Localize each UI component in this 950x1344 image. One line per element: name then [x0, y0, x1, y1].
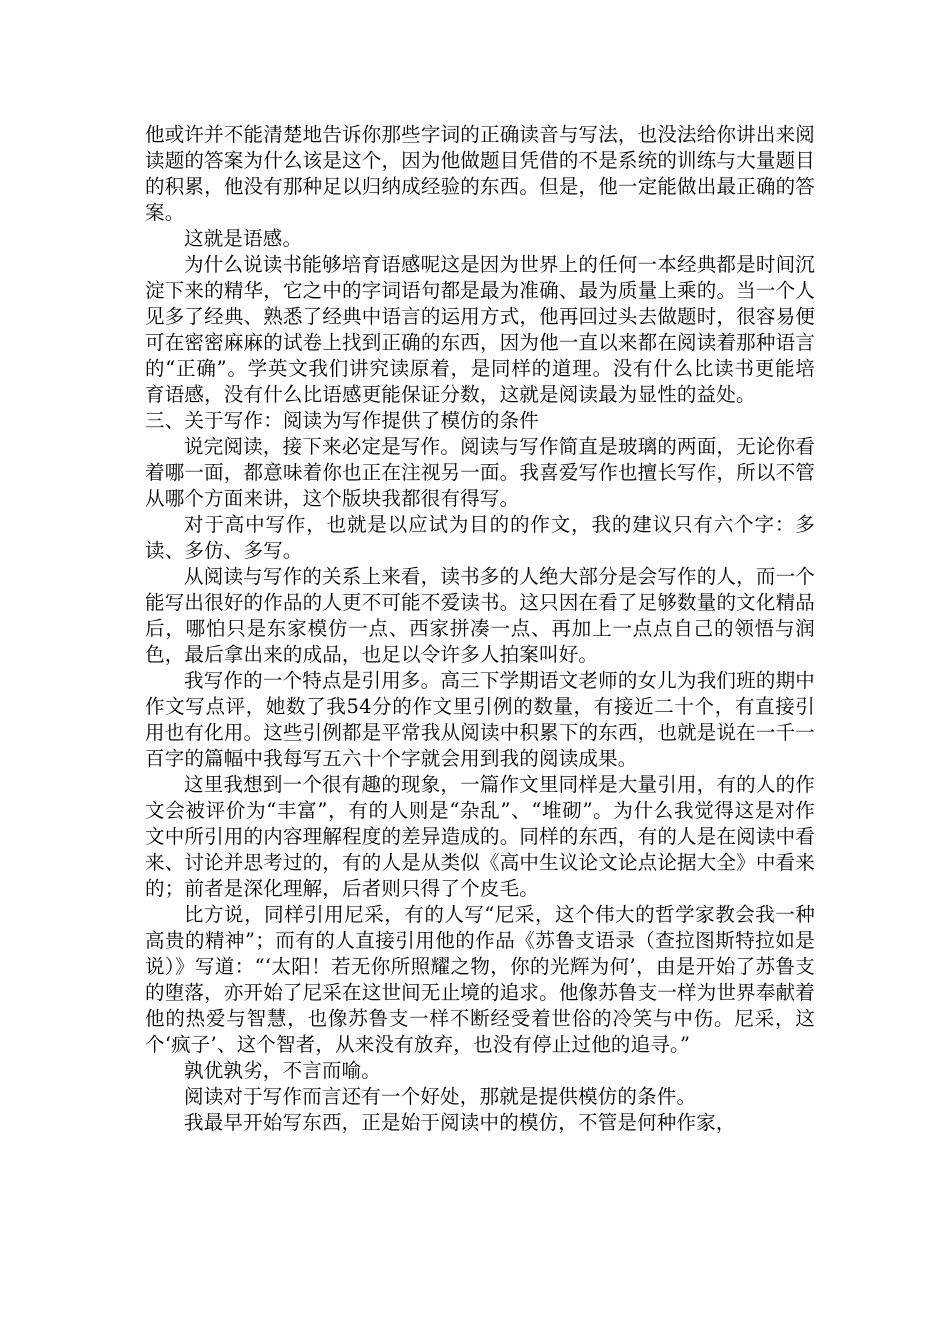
- paragraph: 阅读对于写作而言还有一个好处，那就是提供模仿的条件。: [184, 1085, 697, 1108]
- section-heading: 三、关于写作：阅读为写作提供了模仿的条件: [145, 409, 540, 432]
- paragraph: 我最早开始写东西，正是始于阅读中的模仿，不管是何种作家，: [184, 1111, 736, 1134]
- paragraph: 对于高中写作，也就是以应试为目的的作文，我的建议只有六个字：多读、多仿、多写。: [145, 513, 815, 562]
- paragraph: 孰优孰劣，不言而喻。: [184, 1059, 382, 1082]
- body-text: [145, 122, 815, 1136]
- paragraph: 为什么说读书能够培育语感呢这是因为世界上的任何一本经典都是时间沉淀下来的精华，它之中的字词语句都是最为准确、最为质量上乘的。当一个人见多了经典、熟悉了经典中语言的运用方式，他再回过头去做题时，很容易便可在密密麻麻的试卷上找到正确的东西，因为他一直以来都在阅读着那种语言的“正确”。学英文我们讲究读原着，是同样的道理。没有什么比读书更能培育语感，没有什么比语感更能保证分数，这就是阅读最为显性的益处。: [145, 253, 815, 406]
- paragraph: 我写作的一个特点是引用多。高三下学期语文老师的女儿为我们班的期中作文写点评，她数了我54分的作文里引例的数量，有接近二十个，有直接引用也有化用。这些引例都是平常我从阅读中积累下的东西，也就是说在一千一百字的篇幅中我每写五六十个字就会用到我的阅读成果。: [145, 669, 815, 770]
- paragraph: 比方说，同样引用尼采，有的人写“尼采，这个伟大的哲学家教会我一种高贵的精神”；而有的人直接引用他的作品《苏鲁支语录（查拉图斯特拉如是说）》写道：“‘太阳！若无你所照耀之物，你的光辉为何’，由是开始了苏鲁支的堕落，亦开始了尼采在这世间无止境的追求。他像苏鲁支一样为世界奉献着他的热爱与智慧，也像苏鲁支一样不断经受着世俗的冷笑与中伤。尼采，这个‘疯子’、这个智者，从来没有放弃，也没有停止过他的追寻。”: [145, 903, 815, 1056]
- paragraph: 说完阅读，接下来必定是写作。阅读与写作简直是玻璃的两面，无论你看着哪一面，都意味着你也正在注视另一面。我喜爱写作也擅长写作，所以不管从哪个方面来讲，这个版块我都很有得写。: [145, 435, 815, 510]
- paragraph: 他或许并不能清楚地告诉你那些字词的正确读音与写法，也没法给你讲出来阅读题的答案为什么该是这个，因为他做题目凭借的不是系统的训练与大量题目的积累，他没有那种足以归纳成经验的东西。但是，他一定能做出最正确的答案。: [145, 123, 815, 224]
- paragraph: 从阅读与写作的关系上来看，读书多的人绝大部分是会写作的人，而一个能写出很好的作品的人更不可能不爱读书。这只因在看了足够数量的文化精品后，哪怕只是东家模仿一点、西家拼凑一点、再加上一点点自己的领悟与润色，最后拿出来的成品，也足以令许多人拍案叫好。: [145, 565, 815, 666]
- paragraph: 这里我想到一个很有趣的现象，一篇作文里同样是大量引用，有的人的作文会被评价为“丰富”，有的人则是“杂乱”、“堆砌”。为什么我觉得这是对作文中所引用的内容理解程度的差异造成的。同样的东西，有的人是在阅读中看来、讨论并思考过的，有的人是从类似《高中生议论文论点论据大全》中看来的；前者是深化理解，后者则只得了个皮毛。: [145, 773, 815, 900]
- paragraph: 这就是语感。: [184, 227, 303, 250]
